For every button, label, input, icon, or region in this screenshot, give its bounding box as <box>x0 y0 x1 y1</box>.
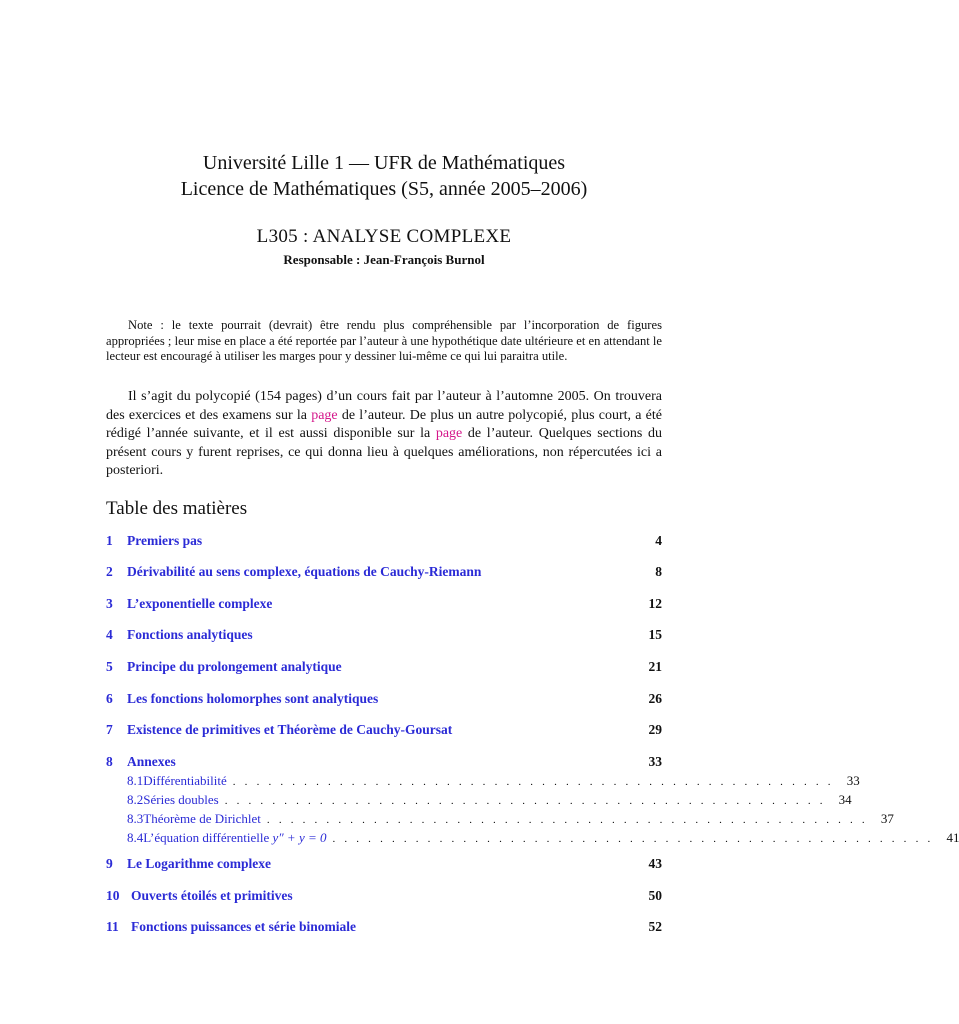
toc-entry-3[interactable] <box>106 596 662 616</box>
toc-entry-number: 1 <box>106 533 113 548</box>
licence-line: Licence de Mathématiques (S5, année 2005–2006) <box>180 178 588 200</box>
toc-entry-page: 21 <box>648 659 662 674</box>
toc-subentry-8-3[interactable] <box>127 811 894 827</box>
toc-entry-title: Annexes <box>127 754 176 769</box>
university-line: Université Lille 1 — UFR de Mathématiques <box>202 152 566 174</box>
toc-entry-title: L’exponentielle complexe <box>127 596 273 611</box>
toc-entry-page: 4 <box>655 533 662 548</box>
toc-subentry-title: Séries doubles <box>143 792 219 807</box>
toc-entry-title: Ouverts étoilés et primitives <box>131 888 293 903</box>
toc-entry-page: 50 <box>648 888 662 903</box>
toc-entry-page: 29 <box>648 722 662 737</box>
toc-entry-2[interactable] <box>106 564 662 584</box>
note-paragraph: Note : le texte pourrait (devrait) être rendu plus compréhensible par l’incorporation de figures appropriées ; leur mise en place a été reportée par l’auteur à une hypothétique date ultérieure et en attendant le lecteur est encouragé à utiliser les marges pour y dessiner lui-même ce qui lui paraitra utile. <box>106 318 662 363</box>
toc-entry-8[interactable] <box>106 754 662 774</box>
toc-subentry-8-4[interactable] <box>127 830 959 846</box>
toc-subentry-page: 34 <box>838 792 852 807</box>
toc-entry-page: 26 <box>648 691 662 706</box>
toc-subentry-number: 8.3 <box>127 811 144 826</box>
toc-entry-page: 43 <box>648 856 662 871</box>
toc-subentry-8-1[interactable] <box>127 773 860 789</box>
toc-entry-number: 2 <box>106 564 113 579</box>
toc-entry-title: Principe du prolongement analytique <box>127 659 342 674</box>
intro-text-2: de l’auteur. De plus un autre polycopié, plus court, a été rédigé l’année suivante, et il est aussi disponible sur la <box>106 407 662 441</box>
toc-subentry-title <box>143 830 332 846</box>
toc-entry-number: 5 <box>106 659 113 674</box>
toc-leader-dots: . . . . . . . . . . . . . . . . . . . . . . . . . . . . . . . . . . . . . . . . . . . . . . . . . . . <box>232 776 834 788</box>
author-page-link-1[interactable]: page <box>311 407 338 423</box>
toc-entry-11[interactable] <box>106 919 662 939</box>
toc-leader-dots: . . . . . . . . . . . . . . . . . . . . . . . . . . . . . . . . . . . . . . . . . . . . . . . . . . . <box>332 833 934 845</box>
course-title: L305 : ANALYSE COMPLEXE <box>256 226 512 247</box>
toc-leader-dots: . . . . . . . . . . . . . . . . . . . . . . . . . . . . . . . . . . . . . . . . . . . . . . . . . . . <box>266 814 868 826</box>
toc-entry-4[interactable] <box>106 627 662 647</box>
toc-entry-page: 12 <box>648 596 662 611</box>
toc-title: Table des matières <box>106 498 248 519</box>
toc-entry-number: 3 <box>106 596 113 611</box>
intro-paragraph <box>106 388 662 481</box>
toc-entry-6[interactable] <box>106 691 662 711</box>
intro-text-3: de l’auteur. Quelques sections du présent cours y furent reprises, ce qui donna lieu à quelques améliorations, non répercutées ici a posteriori. <box>106 426 662 478</box>
toc-entry-7[interactable] <box>106 722 662 742</box>
toc-subentry-page: 41 <box>946 830 959 845</box>
toc-entry-page: 15 <box>648 627 662 642</box>
toc-subentry-number: 8.4 <box>127 830 144 845</box>
document-header <box>0 150 768 268</box>
toc-entry-page: 52 <box>648 919 662 934</box>
toc-entry-title: Premiers pas <box>127 533 203 548</box>
toc-entry-10[interactable] <box>106 888 662 908</box>
ode-formula: y″ + y = 0 <box>272 830 327 845</box>
toc-subentry-8-2[interactable] <box>127 792 852 808</box>
toc-entry-page: 33 <box>648 754 662 769</box>
responsable-line: Responsable : Jean-François Burnol <box>283 252 485 267</box>
toc-entry-number: 10 <box>106 888 120 903</box>
toc-entry-5[interactable] <box>106 659 662 679</box>
toc-entry-number: 4 <box>106 627 113 642</box>
toc-subentry-title: Différentiabilité <box>143 773 227 788</box>
toc-entry-number: 7 <box>106 722 113 737</box>
toc-entry-title: Dérivabilité au sens complexe, équations de Cauchy-Riemann <box>127 564 482 579</box>
toc-entry-number: 6 <box>106 691 113 706</box>
toc-subentry-number: 8.2 <box>127 792 144 807</box>
toc-entry-title: Fonctions analytiques <box>127 627 253 642</box>
toc-subentry-page: 37 <box>880 811 894 826</box>
toc-subentry-title-text: L’équation différentielle <box>143 830 270 845</box>
toc-entry-9[interactable] <box>106 856 662 876</box>
toc-entry-number: 9 <box>106 856 113 871</box>
toc-entry-title: Fonctions puissances et série binomiale <box>131 919 356 934</box>
toc-entry-title: Le Logarithme complexe <box>127 856 271 871</box>
toc-subentry-number: 8.1 <box>127 773 144 788</box>
toc-entry-1[interactable] <box>106 533 662 553</box>
intro-text-1: Il s’agit du polycopié (154 pages) d’un cours fait par l’auteur à l’automne 2005. On trouvera des exercices et des examens sur la <box>106 389 662 423</box>
toc-entry-title: Les fonctions holomorphes sont analytiques <box>127 691 379 706</box>
toc-entry-page: 8 <box>655 564 662 579</box>
toc-subentry-title: Théorème de Dirichlet <box>143 811 261 826</box>
toc-leader-dots: . . . . . . . . . . . . . . . . . . . . . . . . . . . . . . . . . . . . . . . . . . . . . . . . . . . <box>224 795 826 807</box>
author-page-link-2[interactable]: page <box>435 426 463 441</box>
toc-entry-number: 8 <box>106 754 113 769</box>
toc-entry-number: 11 <box>106 919 119 934</box>
toc-entry-title: Existence de primitives et Théorème de Cauchy-Goursat <box>127 722 453 737</box>
toc-subentry-page: 33 <box>846 773 860 788</box>
